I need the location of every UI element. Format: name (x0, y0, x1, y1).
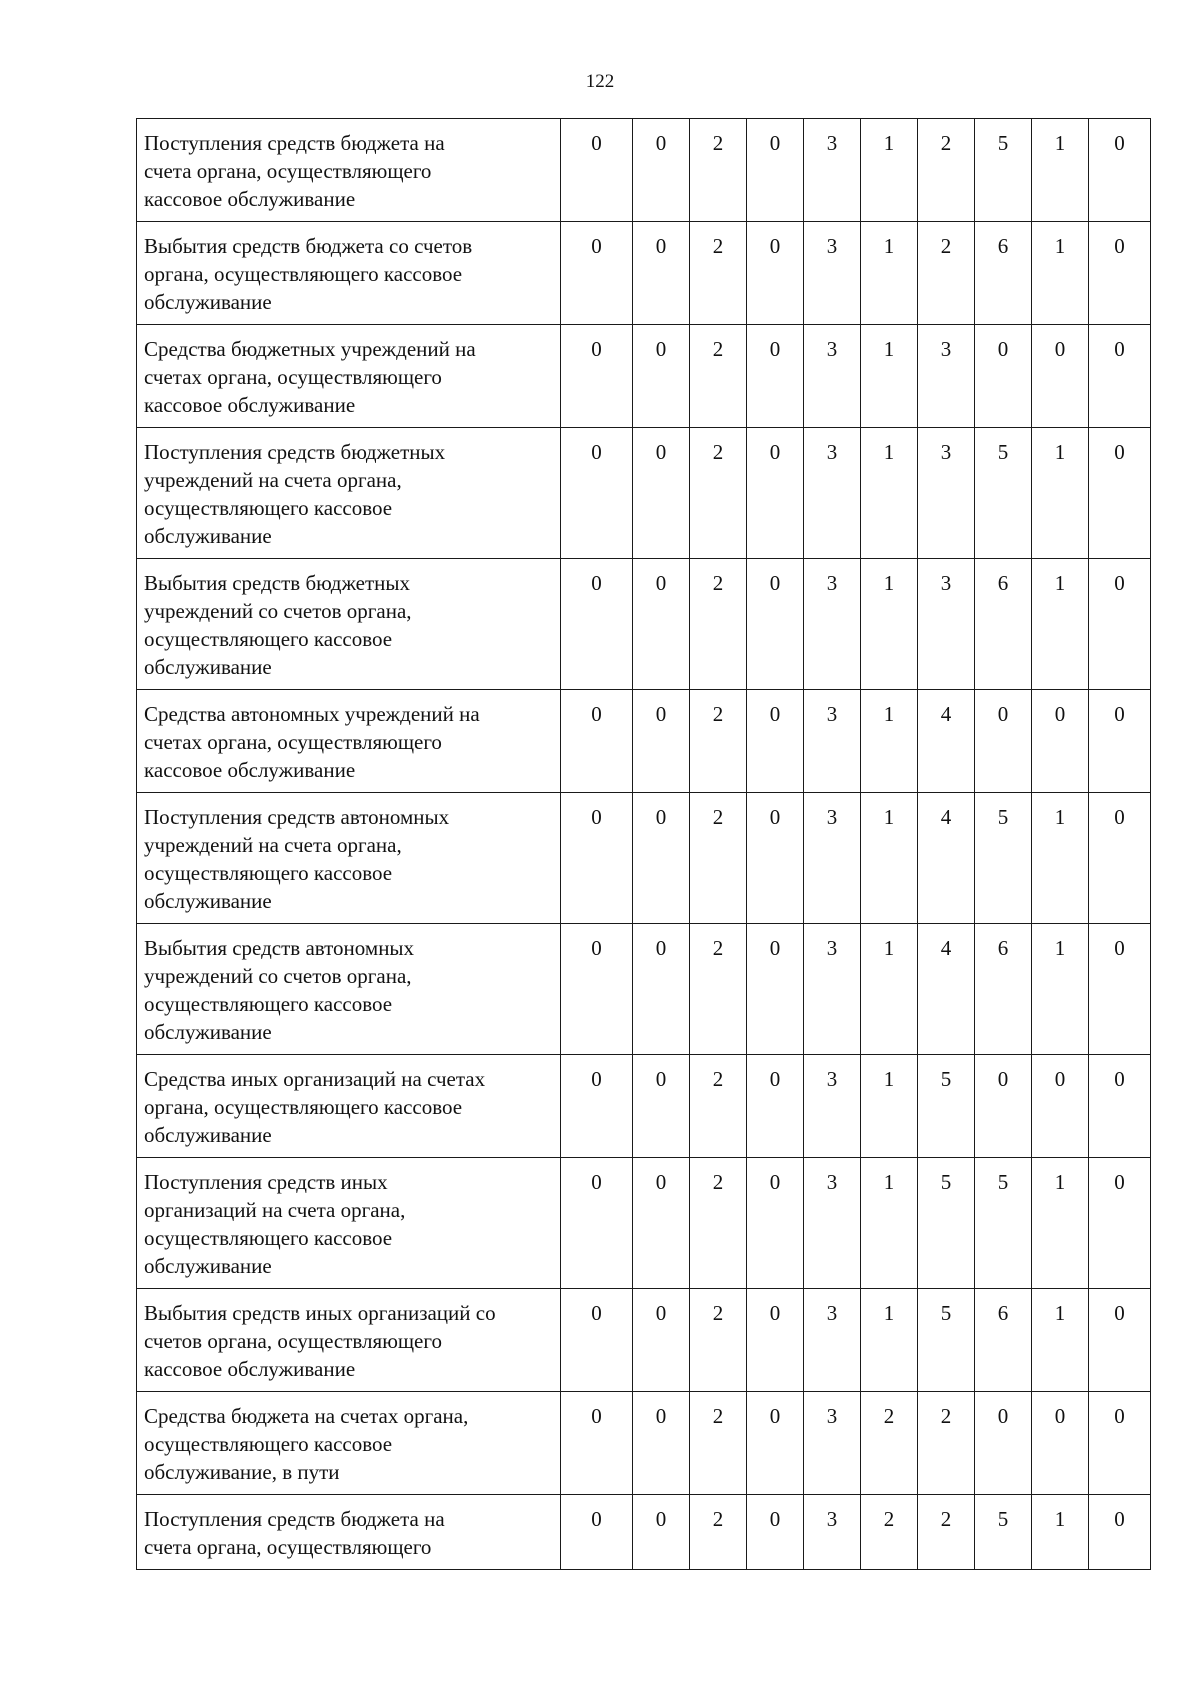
code-digit: 0 (1032, 1055, 1089, 1158)
code-digit: 0 (1089, 325, 1151, 428)
code-digit: 0 (747, 1158, 804, 1289)
account-code-table (136, 118, 1151, 1570)
code-digit: 1 (1032, 1158, 1089, 1289)
code-digit: 2 (690, 428, 747, 559)
code-digit: 5 (918, 1055, 975, 1158)
row-description: Выбытия средств бюджетных учреждений со счетов органа, осуществляющего кассовое обслуживание (137, 559, 561, 690)
code-digit: 0 (1032, 1392, 1089, 1495)
code-digit: 0 (747, 1289, 804, 1392)
table-row (137, 690, 1151, 793)
code-digit: 0 (747, 1055, 804, 1158)
code-digit: 4 (918, 793, 975, 924)
code-digit: 2 (861, 1392, 918, 1495)
table-row (137, 1158, 1151, 1289)
code-digit: 0 (975, 690, 1032, 793)
row-description: Выбытия средств иных организаций со счетов органа, осуществляющего кассовое обслуживание (137, 1289, 561, 1392)
code-digit: 2 (690, 325, 747, 428)
code-digit: 2 (690, 119, 747, 222)
code-digit: 3 (804, 1158, 861, 1289)
code-digit: 2 (690, 222, 747, 325)
code-digit: 0 (975, 1392, 1032, 1495)
code-digit: 2 (690, 1392, 747, 1495)
code-digit: 3 (918, 559, 975, 690)
code-digit: 0 (747, 559, 804, 690)
code-digit: 0 (747, 119, 804, 222)
code-digit: 0 (747, 690, 804, 793)
code-digit: 1 (1032, 428, 1089, 559)
code-digit: 2 (918, 119, 975, 222)
code-digit: 0 (1089, 1055, 1151, 1158)
code-digit: 0 (1089, 1289, 1151, 1392)
code-digit: 6 (975, 559, 1032, 690)
table-row (137, 1495, 1151, 1570)
row-description: Выбытия средств автономных учреждений со счетов органа, осуществляющего кассовое обслуживание (137, 924, 561, 1055)
row-description: Средства автономных учреждений на счетах органа, осуществляющего кассовое обслуживание (137, 690, 561, 793)
code-digit: 1 (861, 793, 918, 924)
code-digit: 0 (561, 793, 633, 924)
code-digit: 1 (861, 559, 918, 690)
code-digit: 0 (561, 325, 633, 428)
row-description: Поступления средств бюджета на счета органа, осуществляющего кассовое обслуживание (137, 119, 561, 222)
code-digit: 5 (975, 1158, 1032, 1289)
row-description: Выбытия средств бюджета со счетов органа, осуществляющего кассовое обслуживание (137, 222, 561, 325)
row-description: Средства иных организаций на счетах органа, осуществляющего кассовое обслуживание (137, 1055, 561, 1158)
code-digit: 1 (1032, 924, 1089, 1055)
code-digit: 1 (861, 222, 918, 325)
code-digit: 1 (1032, 559, 1089, 690)
code-digit: 0 (633, 222, 690, 325)
code-digit: 0 (747, 325, 804, 428)
code-digit: 3 (804, 559, 861, 690)
code-digit: 2 (918, 222, 975, 325)
code-digit: 1 (1032, 1495, 1089, 1570)
code-digit: 2 (918, 1392, 975, 1495)
code-digit: 2 (690, 690, 747, 793)
code-digit: 0 (561, 1158, 633, 1289)
code-digit: 0 (1032, 690, 1089, 793)
code-digit: 1 (1032, 793, 1089, 924)
code-digit: 0 (561, 690, 633, 793)
code-digit: 3 (804, 1392, 861, 1495)
row-description: Средства бюджета на счетах органа, осуществляющего кассовое обслуживание, в пути (137, 1392, 561, 1495)
code-digit: 3 (804, 690, 861, 793)
page-number: 122 (585, 71, 615, 92)
code-digit: 6 (975, 1289, 1032, 1392)
code-digit: 1 (1032, 222, 1089, 325)
code-digit: 0 (747, 1392, 804, 1495)
table-row (137, 924, 1151, 1055)
code-digit: 1 (861, 924, 918, 1055)
code-digit: 1 (861, 428, 918, 559)
code-digit: 0 (975, 1055, 1032, 1158)
table-row (137, 119, 1151, 222)
code-digit: 0 (633, 428, 690, 559)
code-digit: 1 (861, 1055, 918, 1158)
code-digit: 0 (1089, 428, 1151, 559)
code-digit: 0 (633, 690, 690, 793)
code-digit: 3 (918, 325, 975, 428)
table-row (137, 1289, 1151, 1392)
code-digit: 5 (975, 1495, 1032, 1570)
code-digit: 3 (804, 325, 861, 428)
code-digit: 2 (690, 559, 747, 690)
code-digit: 0 (633, 325, 690, 428)
code-digit: 5 (975, 793, 1032, 924)
code-digit: 1 (861, 325, 918, 428)
table-row (137, 1392, 1151, 1495)
table-row (137, 559, 1151, 690)
code-digit: 0 (633, 559, 690, 690)
code-digit: 0 (561, 1392, 633, 1495)
code-digit: 2 (690, 1289, 747, 1392)
code-digit: 0 (747, 793, 804, 924)
code-digit: 4 (918, 924, 975, 1055)
code-digit: 2 (690, 793, 747, 924)
code-digit: 0 (633, 1158, 690, 1289)
code-digit: 0 (561, 1289, 633, 1392)
code-digit: 1 (1032, 119, 1089, 222)
code-digit: 5 (918, 1158, 975, 1289)
code-digit: 3 (804, 119, 861, 222)
code-digit: 0 (633, 1055, 690, 1158)
code-digit: 0 (633, 1392, 690, 1495)
code-digit: 0 (633, 1495, 690, 1570)
code-digit: 3 (918, 428, 975, 559)
code-digit: 0 (633, 793, 690, 924)
code-digit: 0 (747, 924, 804, 1055)
code-digit: 3 (804, 1495, 861, 1570)
code-digit: 0 (561, 222, 633, 325)
code-digit: 0 (1089, 1392, 1151, 1495)
code-digit: 0 (1089, 924, 1151, 1055)
code-digit: 1 (861, 1289, 918, 1392)
code-digit: 0 (561, 119, 633, 222)
code-digit: 0 (633, 119, 690, 222)
code-digit: 0 (1089, 559, 1151, 690)
code-digit: 0 (561, 924, 633, 1055)
code-digit: 1 (1032, 1289, 1089, 1392)
code-digit: 4 (918, 690, 975, 793)
code-digit: 0 (633, 924, 690, 1055)
code-digit: 0 (1089, 119, 1151, 222)
table-row (137, 222, 1151, 325)
code-digit: 0 (1089, 1158, 1151, 1289)
code-digit: 2 (861, 1495, 918, 1570)
code-digit: 0 (1089, 222, 1151, 325)
table-row (137, 1055, 1151, 1158)
code-digit: 1 (861, 1158, 918, 1289)
table-row (137, 325, 1151, 428)
row-description: Средства бюджетных учреждений на счетах органа, осуществляющего кассовое обслуживание (137, 325, 561, 428)
row-description: Поступления средств иных организаций на счета органа, осуществляющего кассовое обслуживание (137, 1158, 561, 1289)
code-digit: 2 (690, 1055, 747, 1158)
table-body (137, 119, 1151, 1570)
code-digit: 3 (804, 222, 861, 325)
table-row (137, 428, 1151, 559)
code-digit: 5 (975, 119, 1032, 222)
code-digit: 1 (861, 690, 918, 793)
code-digit: 3 (804, 1289, 861, 1392)
code-digit: 0 (561, 1055, 633, 1158)
code-digit: 0 (747, 222, 804, 325)
row-description: Поступления средств бюджетных учреждений на счета органа, осуществляющего кассовое обслуживание (137, 428, 561, 559)
row-description: Поступления средств автономных учреждений на счета органа, осуществляющего кассовое обслуживание (137, 793, 561, 924)
code-digit: 0 (975, 325, 1032, 428)
code-digit: 3 (804, 793, 861, 924)
code-digit: 2 (690, 1495, 747, 1570)
code-digit: 3 (804, 428, 861, 559)
code-digit: 3 (804, 1055, 861, 1158)
code-digit: 5 (918, 1289, 975, 1392)
code-digit: 0 (747, 1495, 804, 1570)
code-digit: 3 (804, 924, 861, 1055)
code-digit: 6 (975, 222, 1032, 325)
code-digit: 0 (747, 428, 804, 559)
code-digit: 1 (861, 119, 918, 222)
code-digit: 0 (1089, 1495, 1151, 1570)
table-row (137, 793, 1151, 924)
row-description: Поступления средств бюджета на счета органа, осуществляющего (137, 1495, 561, 1570)
code-digit: 2 (690, 1158, 747, 1289)
code-digit: 0 (1089, 690, 1151, 793)
code-digit: 0 (633, 1289, 690, 1392)
code-digit: 0 (561, 428, 633, 559)
code-digit: 5 (975, 428, 1032, 559)
code-digit: 0 (561, 559, 633, 690)
code-digit: 2 (690, 924, 747, 1055)
code-digit: 2 (918, 1495, 975, 1570)
code-digit: 6 (975, 924, 1032, 1055)
code-digit: 0 (1089, 793, 1151, 924)
code-digit: 0 (561, 1495, 633, 1570)
code-digit: 0 (1032, 325, 1089, 428)
